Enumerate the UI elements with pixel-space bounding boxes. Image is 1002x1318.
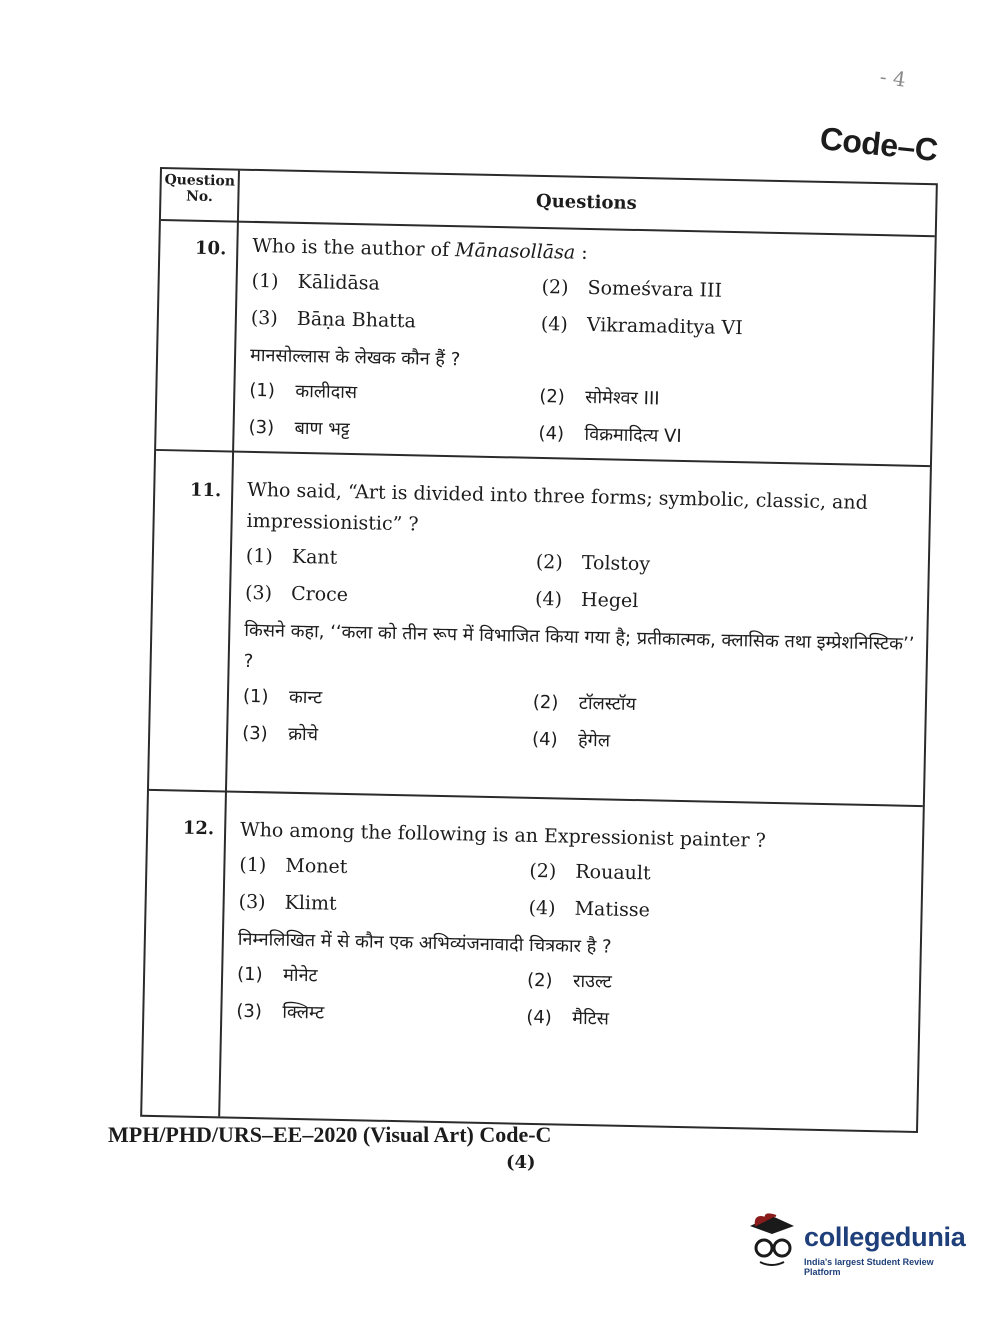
header-question-label: Question bbox=[164, 172, 236, 190]
option-label: राउल्ट bbox=[572, 970, 613, 993]
option-4-en bbox=[528, 893, 915, 932]
question-text-hi: किसने कहा, ‘‘कला को तीन रूप में विभाजित किया गया है; प्रतीकात्मक, क्लासिक तथा इम्प्रेशनिस्टिक’’ ? bbox=[243, 619, 915, 673]
question-number: 10. bbox=[194, 237, 227, 260]
footer-exam-code: MPH/PHD/URS–EE–2020 (Visual Art) Code-C bbox=[108, 1122, 552, 1147]
logo-tagline: India's largest Student Review Platform bbox=[804, 1257, 934, 1277]
option-label: सोमेश्वर III bbox=[585, 386, 660, 410]
question-text-pre: Who is the author of bbox=[252, 234, 456, 262]
option-number: (2) bbox=[529, 859, 557, 883]
question-text-en: Who said, “Art is divided into three forms; symbolic, classic, and impressionistic” ? bbox=[246, 478, 869, 536]
option-label: Kant bbox=[291, 545, 338, 569]
option-number: (1) bbox=[249, 379, 276, 402]
option-label: Tolstoy bbox=[581, 551, 651, 576]
option-label: Someśvara III bbox=[587, 276, 723, 302]
header-no-label: No. bbox=[185, 188, 213, 206]
option-4-en bbox=[540, 309, 927, 348]
option-1-hi bbox=[249, 375, 540, 412]
option-1-en bbox=[239, 850, 530, 887]
option-2-hi bbox=[527, 965, 914, 1004]
option-label: Vikramaditya VI bbox=[586, 313, 743, 340]
option-number: (3) bbox=[248, 416, 275, 439]
option-number: (3) bbox=[250, 306, 279, 330]
header-question-no bbox=[163, 172, 236, 206]
option-number: (1) bbox=[239, 853, 267, 877]
option-number: (3) bbox=[244, 581, 273, 605]
options-hi bbox=[236, 959, 913, 1041]
option-number: (3) bbox=[236, 1000, 263, 1023]
option-1-en bbox=[251, 266, 542, 303]
option-label: हेगेल bbox=[577, 729, 611, 752]
option-number: (1) bbox=[242, 685, 269, 708]
option-label: मोनेट bbox=[282, 964, 318, 987]
option-label: Monet bbox=[285, 854, 348, 879]
option-label: बाण भट्ट bbox=[294, 417, 350, 440]
question-number: 11. bbox=[189, 479, 222, 502]
options-en bbox=[245, 541, 922, 623]
option-label: Klimt bbox=[284, 891, 337, 915]
question-content bbox=[248, 231, 928, 463]
code-header: Code–C bbox=[818, 120, 940, 169]
mascot-icon bbox=[742, 1212, 800, 1270]
option-label: Matisse bbox=[574, 897, 651, 922]
option-label: कान्ट bbox=[288, 686, 323, 709]
collegedunia-logo bbox=[742, 1212, 972, 1282]
options-en bbox=[238, 850, 915, 932]
question-text-en: Who among the following is an Expressionist painter ? bbox=[239, 818, 767, 852]
question-content bbox=[242, 475, 924, 769]
option-2-en bbox=[536, 547, 923, 586]
question-text-hi: निम्नलिखित में से कौन एक अभिव्यंजनावादी चित्रकार है ? bbox=[237, 928, 612, 958]
option-1-hi bbox=[243, 681, 534, 718]
options-hi bbox=[248, 375, 925, 457]
option-number: (1) bbox=[236, 963, 263, 986]
option-2-hi bbox=[539, 381, 926, 420]
option-number: (4) bbox=[531, 728, 558, 751]
option-label: टॉलस्टॉय bbox=[578, 692, 637, 716]
option-number: (3) bbox=[241, 722, 268, 745]
option-label: Rouault bbox=[575, 860, 651, 885]
option-number: (4) bbox=[528, 896, 556, 920]
option-number: (1) bbox=[245, 544, 274, 568]
option-number: (4) bbox=[526, 1006, 553, 1029]
option-label: Bāṇa Bhatta bbox=[296, 307, 417, 333]
option-label: कालीदास bbox=[295, 380, 358, 404]
option-number: (4) bbox=[538, 422, 565, 445]
question-number: 12. bbox=[182, 817, 215, 840]
page-number: (4) bbox=[506, 1152, 536, 1173]
option-4-en bbox=[535, 584, 922, 623]
question-content bbox=[236, 815, 916, 1047]
option-2-hi bbox=[533, 687, 920, 726]
option-3-en bbox=[251, 303, 542, 340]
option-3-en bbox=[238, 887, 529, 924]
option-3-hi bbox=[236, 996, 527, 1033]
option-label: क्रोचे bbox=[287, 723, 319, 746]
option-3-hi bbox=[248, 412, 539, 449]
option-3-hi bbox=[242, 718, 533, 755]
option-4-hi bbox=[526, 1002, 913, 1041]
question-row-10 bbox=[156, 219, 935, 467]
option-4-hi bbox=[538, 418, 925, 457]
options-hi bbox=[242, 681, 919, 763]
question-table bbox=[140, 167, 938, 1133]
logo-name: collegedunia bbox=[804, 1222, 966, 1252]
option-2-en bbox=[529, 856, 916, 895]
option-number: (3) bbox=[238, 890, 266, 914]
option-label: क्लिम्ट bbox=[282, 1001, 325, 1024]
option-label: Kālidāsa bbox=[297, 270, 381, 295]
header-questions: Questions bbox=[535, 190, 637, 214]
option-number: (1) bbox=[251, 269, 279, 293]
option-3-en bbox=[245, 578, 536, 615]
option-number: (2) bbox=[532, 691, 559, 714]
page-corner-mark: - 4 bbox=[878, 64, 908, 92]
option-label: मैटिस bbox=[572, 1007, 610, 1030]
option-number: (2) bbox=[539, 385, 566, 408]
option-number: (2) bbox=[526, 969, 553, 992]
option-1-hi bbox=[237, 959, 528, 996]
option-number: (2) bbox=[535, 550, 563, 574]
option-number: (4) bbox=[540, 312, 568, 336]
question-text-italic: Mānasollāsa bbox=[454, 239, 576, 264]
option-2-en bbox=[541, 272, 928, 311]
option-label: विक्रमादित्य VI bbox=[584, 423, 682, 447]
option-label: Hegel bbox=[580, 588, 639, 613]
option-label: Croce bbox=[290, 582, 349, 606]
options-en bbox=[251, 266, 928, 348]
option-4-hi bbox=[532, 724, 919, 763]
option-number: (2) bbox=[541, 275, 569, 299]
question-row-11 bbox=[149, 449, 930, 807]
option-number: (4) bbox=[534, 587, 563, 611]
question-text-hi: मानसोल्लास के लेखक कौन हैं ? bbox=[249, 344, 461, 371]
option-1-en bbox=[246, 541, 537, 578]
question-row-12 bbox=[142, 789, 923, 1131]
question-text-post: : bbox=[574, 241, 588, 264]
